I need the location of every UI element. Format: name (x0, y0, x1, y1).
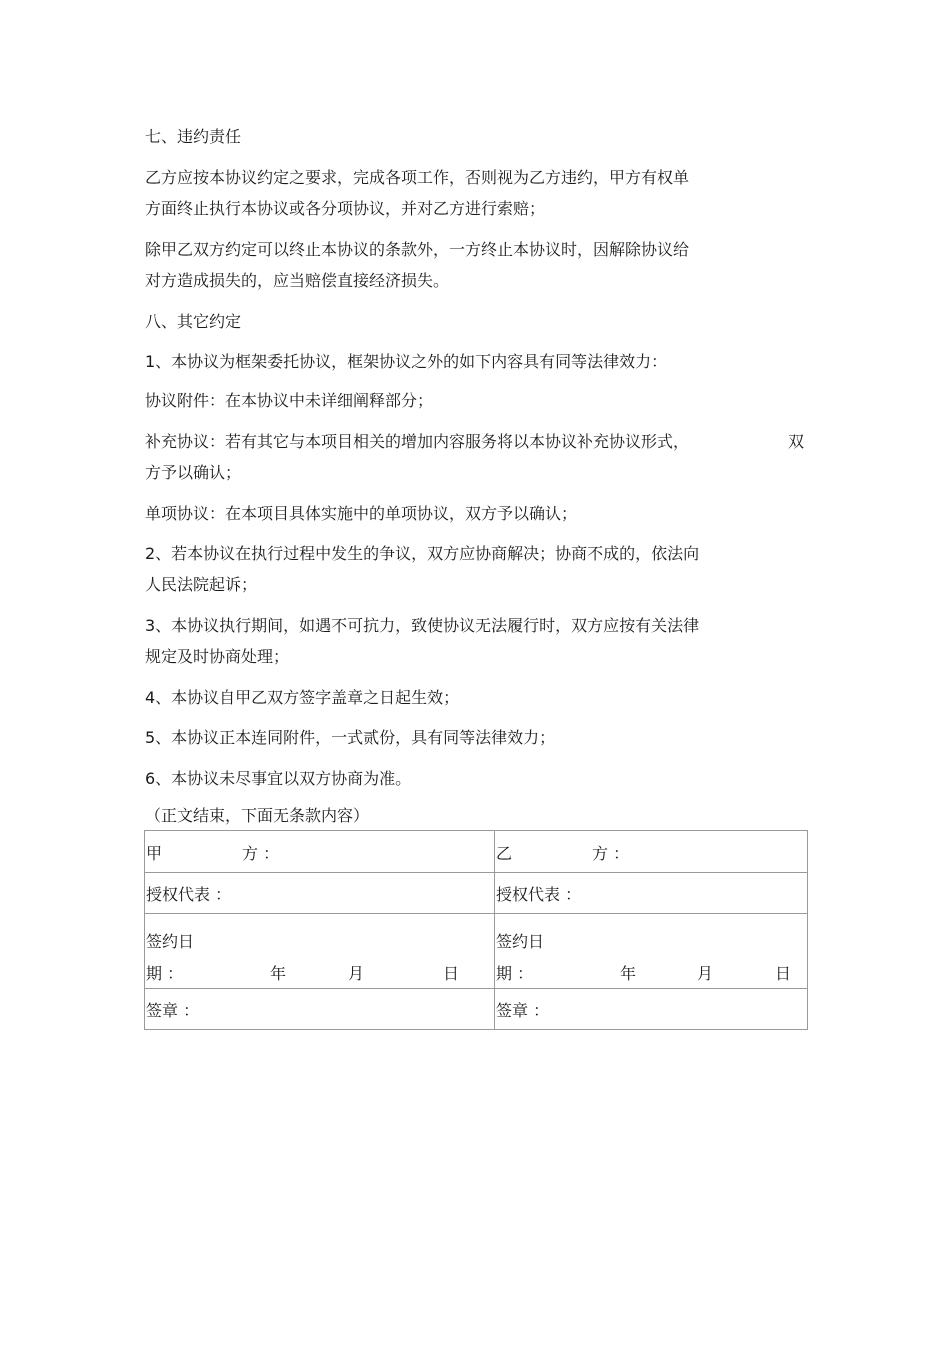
paragraph-line: 6、本协议未尽事宜以双方协商为准。 (145, 769, 412, 788)
date-b-label-top: 签约日 (496, 932, 545, 951)
party-b-label-2: 方 ： (592, 844, 630, 863)
signature-table (144, 830, 808, 1030)
paragraph-line: 乙方应按本协议约定之要求，完成各项工作，否则视为乙方违约，甲方有权单 (145, 168, 690, 187)
seal-row (145, 989, 808, 1030)
paragraph-line: 单项协议：在本项目具体实施中的单项协议，双方予以确认； (145, 504, 578, 523)
date-b-month: 月 (697, 964, 714, 983)
end-of-text-note: （正文结束，下面无条款内容） (145, 806, 370, 825)
paragraph-line: 方予以确认； (145, 463, 242, 482)
seal-b-cell (495, 989, 808, 1030)
paragraph-line: 4、本协议自甲乙双方签字盖章之日起生效； (145, 688, 460, 707)
date-a-month: 月 (348, 964, 365, 983)
paragraph-line: 3、本协议执行期间，如遇不可抗力，致使协议无法履行时，双方应按有关法律 (145, 616, 700, 635)
date-a-day: 日 (443, 964, 460, 983)
rep-a-cell (145, 873, 495, 914)
paragraph-line: 方面终止执行本协议或各分项协议，并对乙方进行索赔； (145, 199, 546, 218)
section-heading-8: 八、其它约定 (145, 312, 242, 331)
paragraph-line: 对方造成损失的，应当赔偿直接经济损失。 (145, 271, 450, 290)
paragraph-line-tail: 双 (788, 432, 805, 451)
date-row (145, 914, 808, 989)
paragraph-line: 协议附件：在本协议中未详细阐释部分； (145, 391, 434, 410)
date-a-year: 年 (270, 964, 287, 983)
party-a-label-2: 方 ： (242, 844, 280, 863)
date-b-day: 日 (775, 964, 792, 983)
party-a-cell (145, 831, 495, 873)
party-row (145, 831, 808, 873)
representative-row (145, 873, 808, 914)
date-a-cell (145, 914, 495, 989)
rep-b-label: 授权代表 ： (496, 885, 582, 904)
party-b-label-1: 乙 (496, 844, 513, 863)
seal-a-cell (145, 989, 495, 1030)
paragraph-line: 补充协议：若有其它与本项目相关的增加内容服务将以本协议补充协议形式， (145, 432, 690, 451)
party-b-cell (495, 831, 808, 873)
paragraph-line: 1、本协议为框架委托协议，框架协议之外的如下内容具有同等法律效力： (145, 352, 668, 371)
date-a-label: 期 ： (146, 964, 184, 983)
rep-b-cell (495, 873, 808, 914)
paragraph-line: 5、本协议正本连同附件，一式贰份，具有同等法律效力； (145, 728, 556, 747)
date-b-year: 年 (620, 964, 637, 983)
date-b-label: 期 ： (496, 964, 534, 983)
rep-a-label: 授权代表 ： (146, 885, 232, 904)
paragraph-line: 人民法院起诉； (145, 575, 258, 594)
section-heading-7: 七、违约责任 (145, 127, 242, 146)
paragraph-line: 除甲乙双方约定可以终止本协议的条款外，一方终止本协议时，因解除协议给 (145, 240, 690, 259)
paragraph-line: 规定及时协商处理； (145, 647, 290, 666)
date-b-cell (495, 914, 808, 989)
party-a-label-1: 甲 (146, 844, 163, 863)
seal-a-label: 签章 ： (146, 1001, 200, 1020)
paragraph-line: 2、若本协议在执行过程中发生的争议，双方应协商解决；协商不成的，依法向 (145, 544, 700, 563)
seal-b-label: 签章 ： (496, 1001, 550, 1020)
date-a-label-top: 签约日 (146, 932, 195, 951)
